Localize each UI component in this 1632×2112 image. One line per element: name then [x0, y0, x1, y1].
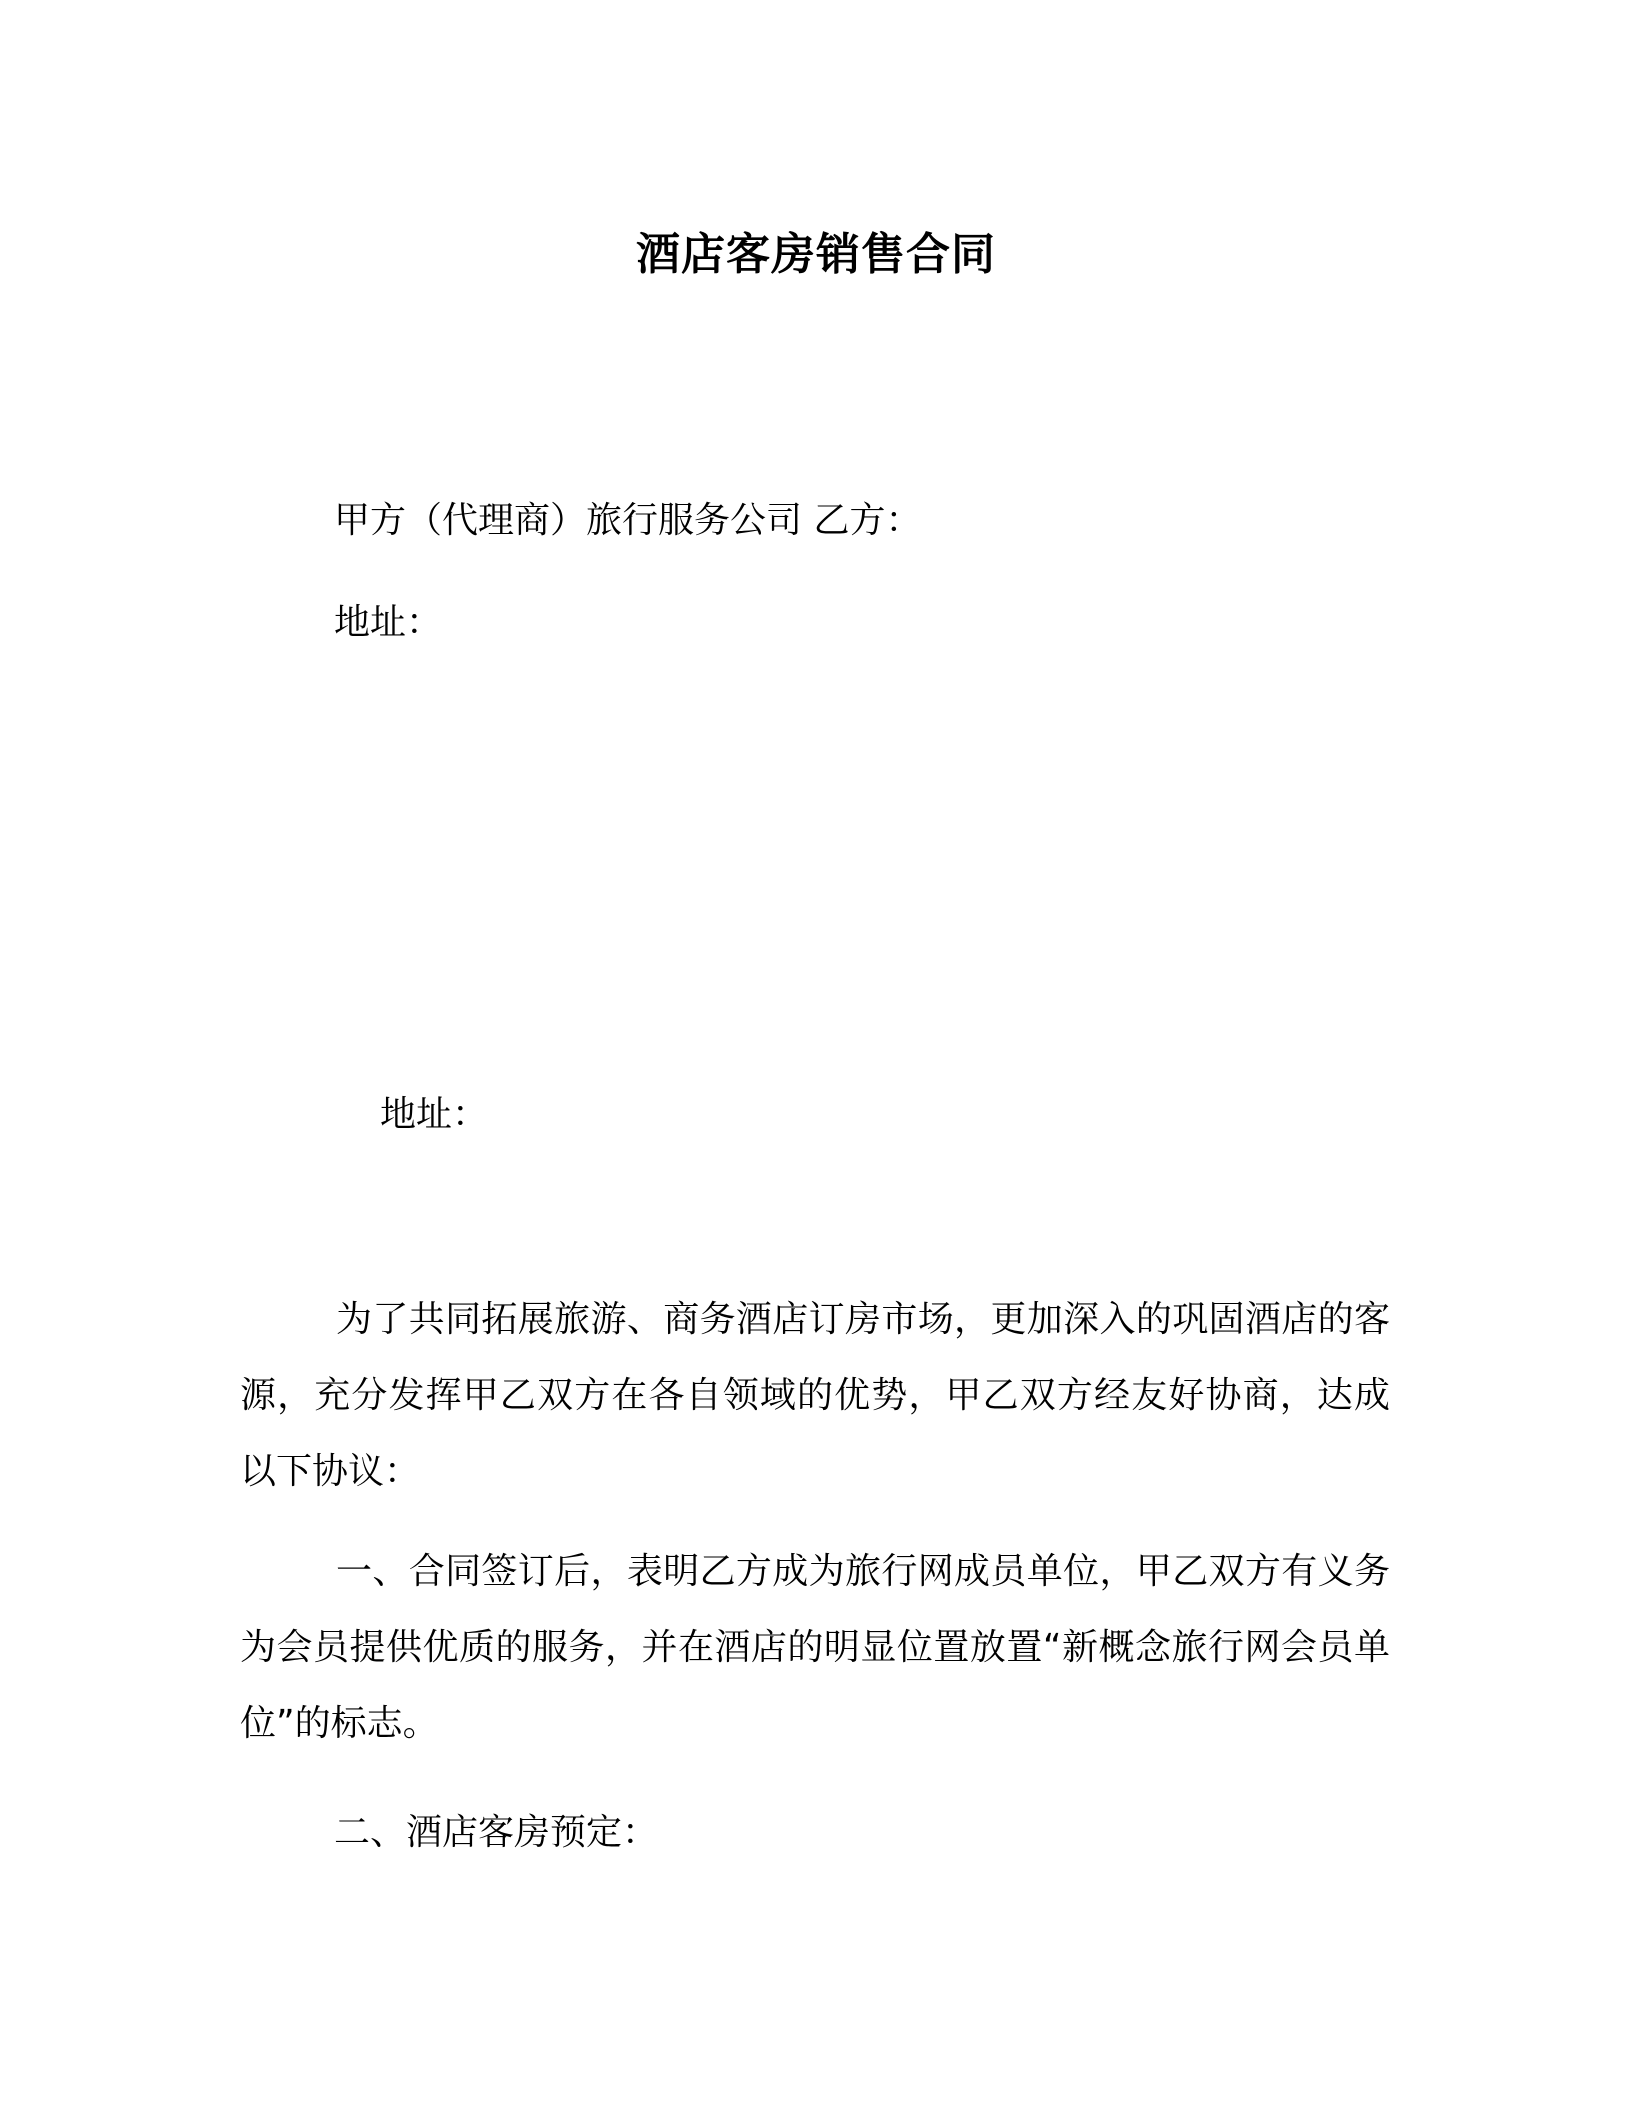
- clause-one-paragraph: 一、合同签订后，表明乙方成为旅行网成员单位，甲乙双方有义务为会员提供优质的服务，并在酒店的明显位置放置“新概念旅行网会员单位”的标志。: [240, 1551, 1390, 1744]
- intro-paragraph: 为了共同拓展旅游、商务酒店订房市场，更加深入的巩固酒店的客源，充分发挥甲乙双方在各自领域的优势，甲乙双方经友好协商，达成以下协议：: [240, 1299, 1390, 1492]
- party-line: 甲方（代理商）旅行服务公司 乙方：: [334, 500, 922, 541]
- address-b: 地址：: [380, 1094, 489, 1135]
- document-title: 酒店客房销售合同: [636, 229, 996, 280]
- address-a: 地址：: [334, 602, 443, 643]
- section-two-heading: 二、酒店客房预定：: [334, 1812, 659, 1853]
